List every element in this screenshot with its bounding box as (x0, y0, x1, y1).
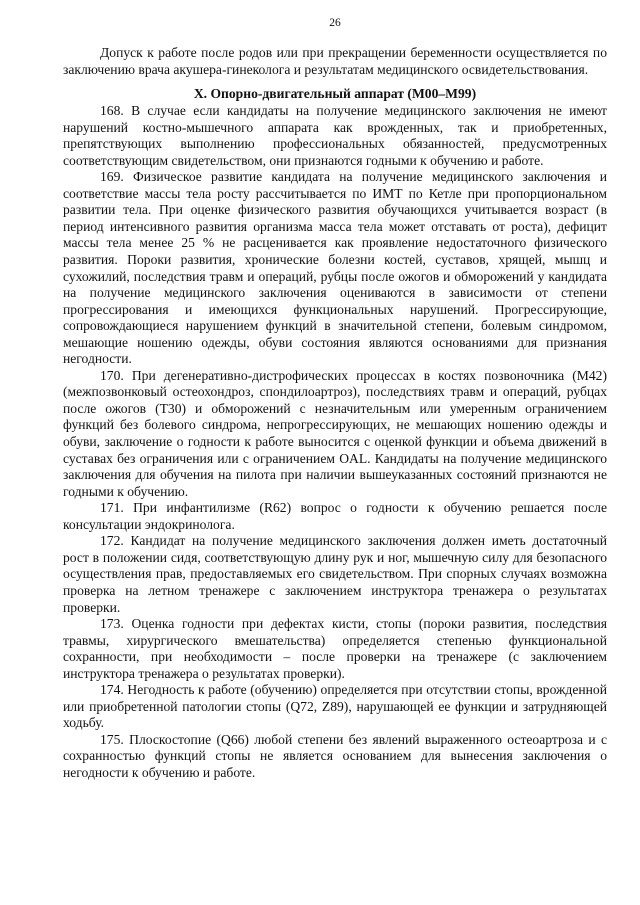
paragraph-170: 170. При дегенеративно-дистрофических процессах в костях позвоночника (M42) (межпозвонковый остеохондроз, спондилоартроз), последствиях травм и операций, рубцах после ожогов (T30) и обморожений с незначительным или умеренным ограничением функций без болевого синдрома, непрогрессирующих, не мешающих ношению одежды и обуви, заключение о годности к работе выносится с оценкой функции и объема движений в суставах без ограничения или с ограничением OAL. Кандидаты на получение медицинского заключения для обучения на пилота при наличии вышеуказанных состояний признаются не годными к обучению. (63, 367, 607, 499)
section-title: X. Опорно-двигательный аппарат (M00–M99) (193, 86, 477, 102)
paragraph-175: 175. Плоскостопие (Q66) любой степени без явлений выраженного остеоартроза и с сохранностью функций стопы не является основанием для вынесения заключения о негодности к обучению и работе. (63, 731, 607, 780)
paragraph-169: 169. Физическое развитие кандидата на получение медицинского заключения и соответствие массы тела росту рассчитывается по ИМТ по Кетле при пропорциональном развитии тела. При оценке физического развития обучающихся учитывается возраст (в период интенсивного развития организма масса тела может отставать от роста), дефицит массы тела менее 25 % не расценивается как проявление недостаточного физического развития. Пороки развития, хронические болезни костей, суставов, хрящей, мышц и сухожилий, последствия травм и операций, рубцы после ожогов и обморожений у кандидата на получение медицинского заключения оцениваются в зависимости от степени прогрессирования и имеющихся функциональных нарушений. Прогрессирующие, сопровождающиеся нарушением функций в значительной степени, болевым синдромом, мешающие ношению одежды, обуви состояния являются основаниями для признания негодности. (63, 169, 607, 367)
paragraph-168: 168. В случае если кандидаты на получение медицинского заключения не имеют нарушений костно-мышечного аппарата как врожденных, так и приобретенных, препятствующих выполнению профессиональных обязанностей, предусмотренных соответствующим свидетельством, они признаются годными к обучению и работе. (63, 103, 607, 168)
document-content (63, 45, 607, 782)
paragraph-173: 173. Оценка годности при дефектах кисти, стопы (пороки развития, последствия травмы, хирургического вмешательства) определяется степенью функциональной сохранности, при необходимости – после проверки на тренажере (с заключением инструктора тренажера о результатах проверки). (63, 616, 607, 681)
paragraph-171: 171. При инфантилизме (R62) вопрос о годности к обучению решается после консультации эндокринолога. (63, 500, 607, 532)
paragraph-174: 174. Негодность к работе (обучению) определяется при отсутствии стопы, врожденной или приобретенной патологии стопы (Q72, Z89), нарушающей ее функции и затрудняющей ходьбу. (63, 682, 607, 731)
paragraph-172: 172. Кандидат на получение медицинского заключения должен иметь достаточный рост в положении сидя, соответствующую длину рук и ног, мышечную силу для безопасного осуществления прав, предоставляемых его свидетельством. При спорных случаях возможна проверка на летном тренажере с заключением инструктора тренажера о результатах проверки. (63, 533, 607, 615)
intro-paragraph: Допуск к работе после родов или при прекращении беременности осуществляется по заключению врача акушера-гинеколога и результатам медицинского освидетельствования. (63, 45, 607, 77)
page-number: 26 (329, 17, 341, 29)
